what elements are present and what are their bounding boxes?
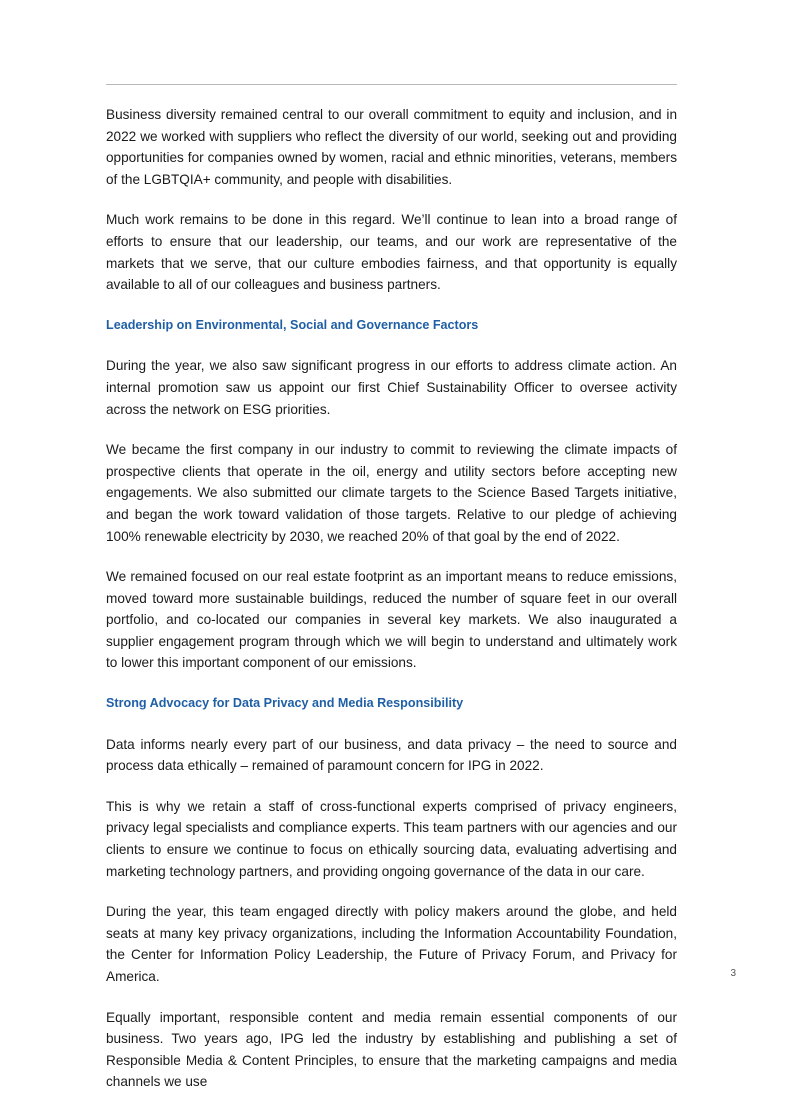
paragraph-climate-impacts: We became the first company in our industry to commit to reviewing the climate impacts of prospective clients that operate in the oil, energy and utility sectors before accepting new engagements. We also submitted our climate targets to the Science Based Targets initiative, and began the work toward validation of those targets. Relative to our pledge of achieving 100% renewable electricity by 2030, we reached 20% of that goal by the end of 2022. — [106, 442, 677, 544]
document-body — [106, 104, 677, 1112]
paragraph-real-estate: We remained focused on our real estate footprint as an important means to reduce emissions, moved toward more sustainable buildings, reduced the number of square feet in our overall portfolio, and co-located our companies in several key markets. We also inaugurated a supplier engagement program through which we will begin to understand and ultimately work to lower this important component of our emissions. — [106, 569, 677, 671]
section-heading-data-privacy: Strong Advocacy for Data Privacy and Media Responsibility — [106, 696, 464, 711]
paragraph-work-remains: Much work remains to be done in this regard. We’ll continue to lean into a broad range of efforts to ensure that our leadership, our teams, and our work are representative of the markets that we serve, that our culture embodies fairness, and that opportunity is equally available to all of our colleagues and business partners. — [106, 212, 677, 293]
paragraph-policy-makers: During the year, this team engaged directly with policy makers around the globe, and held seats at many key privacy organizations, including the Information Accountability Foundation, the Center for Information Policy Leadership, the Future of Privacy Forum, and Privacy for America. — [106, 904, 677, 984]
header-divider — [106, 84, 677, 85]
paragraph-responsible-content: Equally important, responsible content and media remain essential components of our business. Two years ago, IPG led the industry by establishing and publishing a set of Responsible Media & Content Principles, to ensure that the marketing campaigns and media channels we use — [106, 1009, 677, 1090]
paragraph-climate-action: During the year, we also saw significant progress in our efforts to address climate action. An internal promotion saw us appoint our first Chief Sustainability Officer to oversee activity across the network on ESG priorities. — [106, 358, 677, 417]
paragraph-business-diversity: Business diversity remained central to our overall commitment to equity and inclusion, and in 2022 we worked with suppliers who reflect the diversity of our world, seeking out and providing opportunities for companies owned by women, racial and ethnic minorities, veterans, members of the LGBTQIA+ community, and people with disabilities. — [106, 107, 677, 187]
paragraph-data-informs: Data informs nearly every part of our business, and data privacy – the need to source and process data ethically – remained of paramount concern for IPG in 2022. — [106, 736, 677, 774]
page-number: 3 — [730, 968, 736, 979]
paragraph-privacy-staff: This is why we retain a staff of cross-functional experts comprised of privacy engineers, privacy legal specialists and compliance experts. This team partners with our agencies and our clients to ensure we continue to focus on ethically sourcing data, evaluating advertising and marketing technology partners, and providing ongoing governance of the data in our care. — [106, 798, 677, 879]
section-heading-esg: Leadership on Environmental, Social and Governance Factors — [106, 317, 479, 332]
